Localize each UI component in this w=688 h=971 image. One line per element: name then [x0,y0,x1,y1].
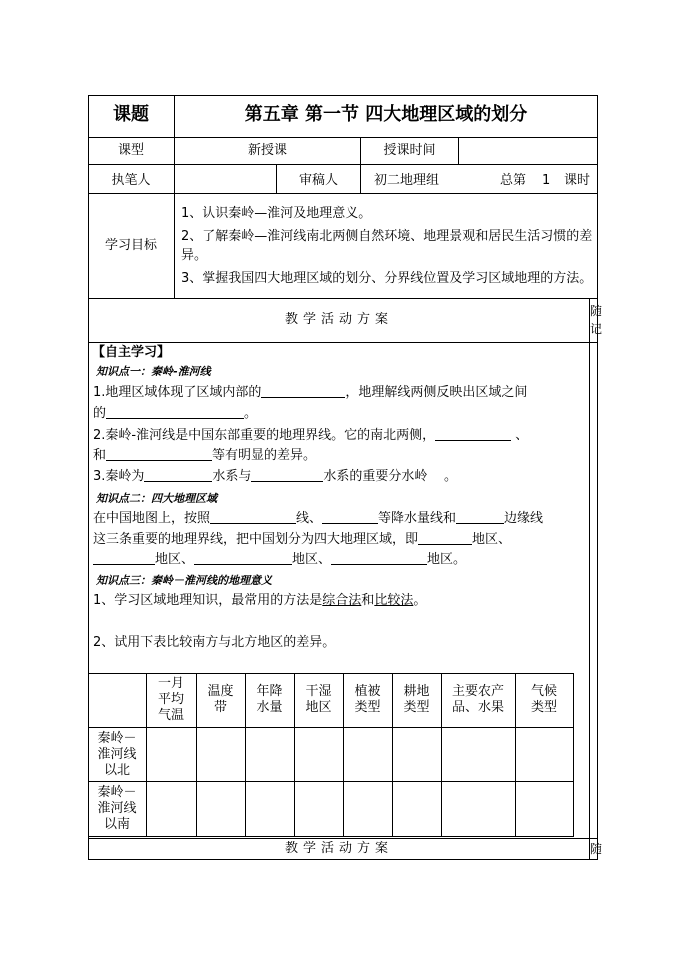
col-header-climate: 气候 类型 [530,684,557,715]
goal-1: 1、认识秦岭—淮河及地理意义。 [181,206,372,221]
blank[interactable] [261,384,345,398]
col-header-jan-temp: 一月 平均 气温 [157,676,184,723]
col-header-vegetation: 植被 类型 [354,684,381,715]
knowledge-point-3: 知识点三：秦岭－淮河线的地理意义 [96,574,272,587]
blank[interactable] [456,510,504,524]
total-lessons-suffix: 课时 [564,173,591,188]
lesson-type-value: 新授课 [247,143,287,158]
rule-top [88,95,598,96]
footer-notes-label: 随 [590,842,603,856]
question-3: 3.秦岭为 水系与 水系的重要分水岭 。 [93,469,457,484]
question-1-line-1: 1.地理区域体现了区域内部的 ，地理解线两侧反映出区域之间 [93,385,528,400]
total-lessons-prefix: 总第 [500,173,527,188]
blank[interactable] [144,468,212,482]
question-1-line-2: 的 。 [93,406,258,421]
blank[interactable] [106,447,212,461]
question-4-line-2: 这三条重要的地理界线，把中国划分为四大地理区域，即 地区、 [93,532,512,547]
col-header-precipitation: 年降 水量 [256,684,283,715]
goal-2: 2、了解秦岭—淮河线南北两侧自然环境、地理景观和居民生活习惯的差 [181,229,593,244]
col-header-temp-zone: 温度 带 [207,684,234,715]
goal-3: 3、掌握我国四大地理区域的划分、分界线位置及学习区域地理的方法。 [181,271,593,286]
group-value: 初二地理组 [374,173,440,188]
row-header-south: 秦岭－ 淮河线 以南 [97,785,137,832]
rule-after-topic [88,137,598,138]
question-2-line-1: 2.秦岭-淮河线是中国东部重要的地理界线。它的南北两侧， 、 [93,428,529,443]
question-2-line-2: 和 等有明显的差异。 [93,448,317,463]
blank[interactable] [418,531,472,545]
lesson-type-label: 课型 [117,143,144,158]
total-lessons-number: 1 [542,173,551,188]
rule-after-author [88,193,598,194]
reviewer-label: 审稿人 [298,173,338,188]
rule-after-type [88,164,598,165]
notes-label-1: 随 [590,304,603,318]
rule-footer-bottom [88,859,598,860]
goal-2-cont: 异。 [181,248,208,263]
blank[interactable] [322,510,378,524]
rule-footer-top [88,838,598,839]
blank[interactable] [194,551,292,565]
question-4-line-3: 地区、 地区、 地区。 [93,551,466,569]
rule-notes-col [589,298,590,860]
rule-reviewer-right [360,164,361,194]
rule-label-col [174,95,175,299]
topic-value: 第五章 第一节 四大地理区域的划分 [244,104,528,125]
question-4-line-1: 在中国地图上，按照 线、 等降水量线和 边缘线 [93,511,544,526]
blank[interactable] [435,427,511,441]
knowledge-point-2: 知识点二：四大地理区域 [96,492,217,505]
blank[interactable] [251,468,323,482]
blank[interactable] [331,551,427,565]
col-header-crops: 主要农产 品、水果 [451,684,504,715]
footer-plan-title: 教学活动方案 [284,841,393,856]
rule-type-right [458,137,459,165]
self-study-heading: 【自主学习】 [92,345,171,360]
method-line-2: 2、试用下表比较南方与北方地区的差异。 [93,635,336,650]
method-line-1: 1、学习区域地理知识，最常用的方法是综合法和比较法。 [93,593,427,608]
rule-right [597,95,598,860]
rule-after-plan-title [88,342,598,343]
rule-after-goals [88,298,598,299]
topic-label: 课题 [113,104,149,125]
blank[interactable] [93,551,155,565]
blank[interactable] [106,405,244,419]
col-header-dry-wet: 干湿 地区 [305,684,332,715]
lesson-time-label: 授课时间 [383,143,436,158]
knowledge-point-1: 知识点一：秦岭-淮河线 [96,365,211,378]
notes-label-2: 记 [590,322,603,336]
row-header-north: 秦岭－ 淮河线 以北 [97,731,137,778]
author-label: 执笔人 [111,173,151,188]
plan-title: 教学活动方案 [284,312,393,327]
blank[interactable] [210,510,296,524]
col-header-farmland: 耕地 类型 [403,684,430,715]
goals-label: 学习目标 [104,238,157,253]
